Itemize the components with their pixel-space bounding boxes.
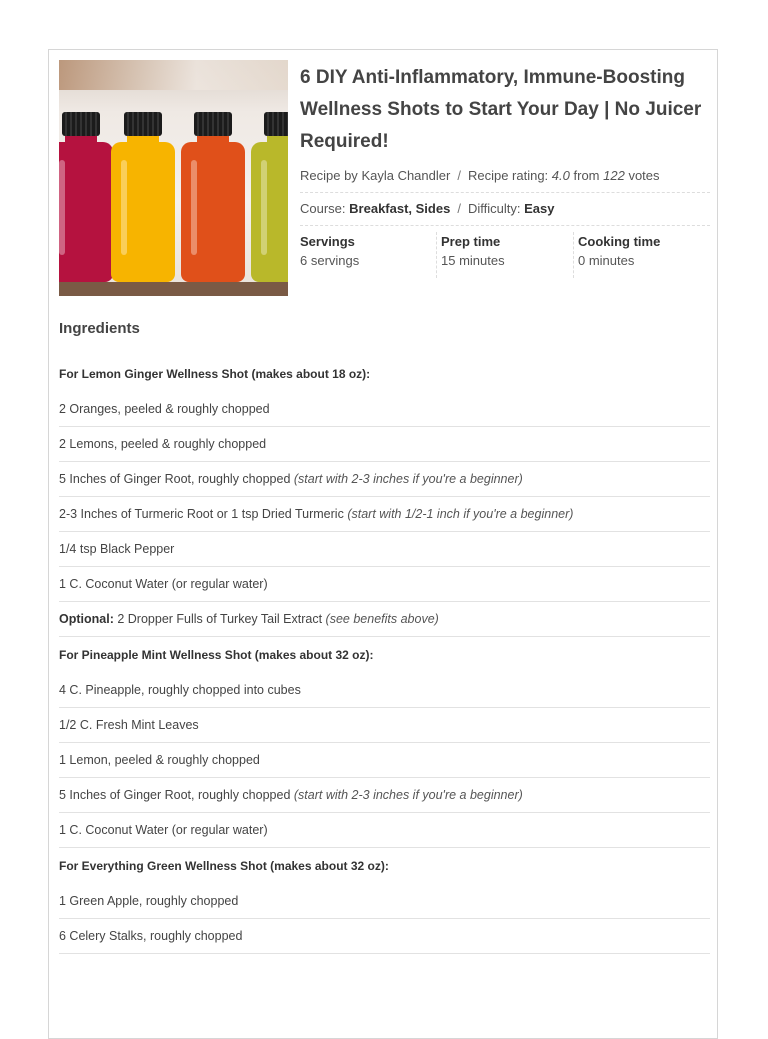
ingredient-text: 2-3 Inches of Turmeric Root or 1 tsp Dried Turmeric [59, 507, 344, 521]
cooking-time-block: Cooking time 0 minutes [573, 232, 710, 278]
ingredient-optional-label: Optional: [59, 612, 114, 626]
ingredient-text: 2 Lemons, peeled & roughly chopped [59, 437, 267, 451]
ingredient-text: 1 C. Coconut Water (or regular water) [59, 577, 268, 591]
prep-time-block: Prep time 15 minutes [436, 232, 571, 278]
recipe-title: 6 DIY Anti-Inflammatory, Immune-Boosting Wellness Shots to Start Your Day | No Juicer Required! [300, 67, 702, 152]
ingredients-list [59, 356, 710, 954]
ingredient-item [59, 427, 710, 462]
ingredient-text: 4 C. Pineapple, roughly chopped into cubes [59, 683, 301, 697]
cooking-time-value: 0 minutes [578, 253, 635, 268]
ingredients-heading: Ingredients [59, 320, 140, 337]
ingredient-text: 1 Lemon, peeled & roughly chopped [59, 753, 260, 767]
ingredient-text: 2 Dropper Fulls of Turkey Tail Extract [117, 612, 323, 626]
ingredient-note: (see benefits above) [325, 612, 439, 626]
ingredient-text: 1/2 C. Fresh Mint Leaves [59, 718, 199, 732]
ingredient-text: 1/4 tsp Black Pepper [59, 542, 175, 556]
ingredient-group-title: For Everything Green Wellness Shot (makes about 32 oz): [59, 859, 389, 873]
recipe-photo [59, 60, 288, 296]
ingredient-text: 1 Green Apple, roughly chopped [59, 894, 239, 908]
ingredient-item [59, 778, 710, 813]
servings-block: Servings 6 servings [300, 232, 432, 278]
ingredient-group-title: For Lemon Ginger Wellness Shot (makes about 18 oz): [59, 367, 371, 381]
ingredient-item [59, 392, 710, 427]
recipe-header [300, 62, 710, 268]
ingredient-text: 5 Inches of Ginger Root, roughly chopped [59, 788, 291, 802]
recipe-course-value: Breakfast, Sides [349, 201, 451, 216]
recipe-byline: Recipe by Kayla Chandler / Recipe rating: 4.0 from 122 votes [300, 160, 710, 193]
ingredient-item [59, 602, 710, 637]
ingredient-note: (start with 2-3 inches if you're a beginner) [293, 472, 523, 486]
ingredient-item [59, 743, 710, 778]
ingredient-text: 5 Inches of Ginger Root, roughly chopped [59, 472, 291, 486]
recipe-votes-count: 122 [603, 168, 625, 183]
ingredient-note: (start with 2-3 inches if you're a beginner) [293, 788, 523, 802]
ingredient-text: 2 Oranges, peeled & roughly chopped [59, 402, 270, 416]
ingredient-item [59, 673, 710, 708]
servings-value: 6 servings [300, 253, 360, 268]
recipe-times [300, 232, 710, 280]
ingredient-item [59, 497, 710, 532]
recipe-difficulty-value: Easy [524, 201, 555, 216]
recipe-rating-value: 4.0 [551, 168, 570, 183]
ingredient-item [59, 567, 710, 602]
recipe-card [48, 49, 718, 1039]
ingredient-item [59, 532, 710, 567]
ingredient-item [59, 884, 710, 919]
ingredient-text: 1 C. Coconut Water (or regular water) [59, 823, 268, 837]
ingredient-item [59, 813, 710, 848]
recipe-author-link[interactable]: Kayla Chandler [361, 168, 451, 183]
ingredient-text: 6 Celery Stalks, roughly chopped [59, 929, 243, 943]
ingredient-item [59, 462, 710, 497]
ingredient-item [59, 919, 710, 954]
recipe-course-difficulty: Course: Breakfast, Sides / Difficulty: Easy [300, 193, 710, 226]
ingredient-item [59, 708, 710, 743]
prep-time-value: 15 minutes [441, 253, 505, 268]
ingredient-group-title: For Pineapple Mint Wellness Shot (makes about 32 oz): [59, 648, 374, 662]
ingredient-note: (start with 1/2-1 inch if you're a beginner) [347, 507, 574, 521]
